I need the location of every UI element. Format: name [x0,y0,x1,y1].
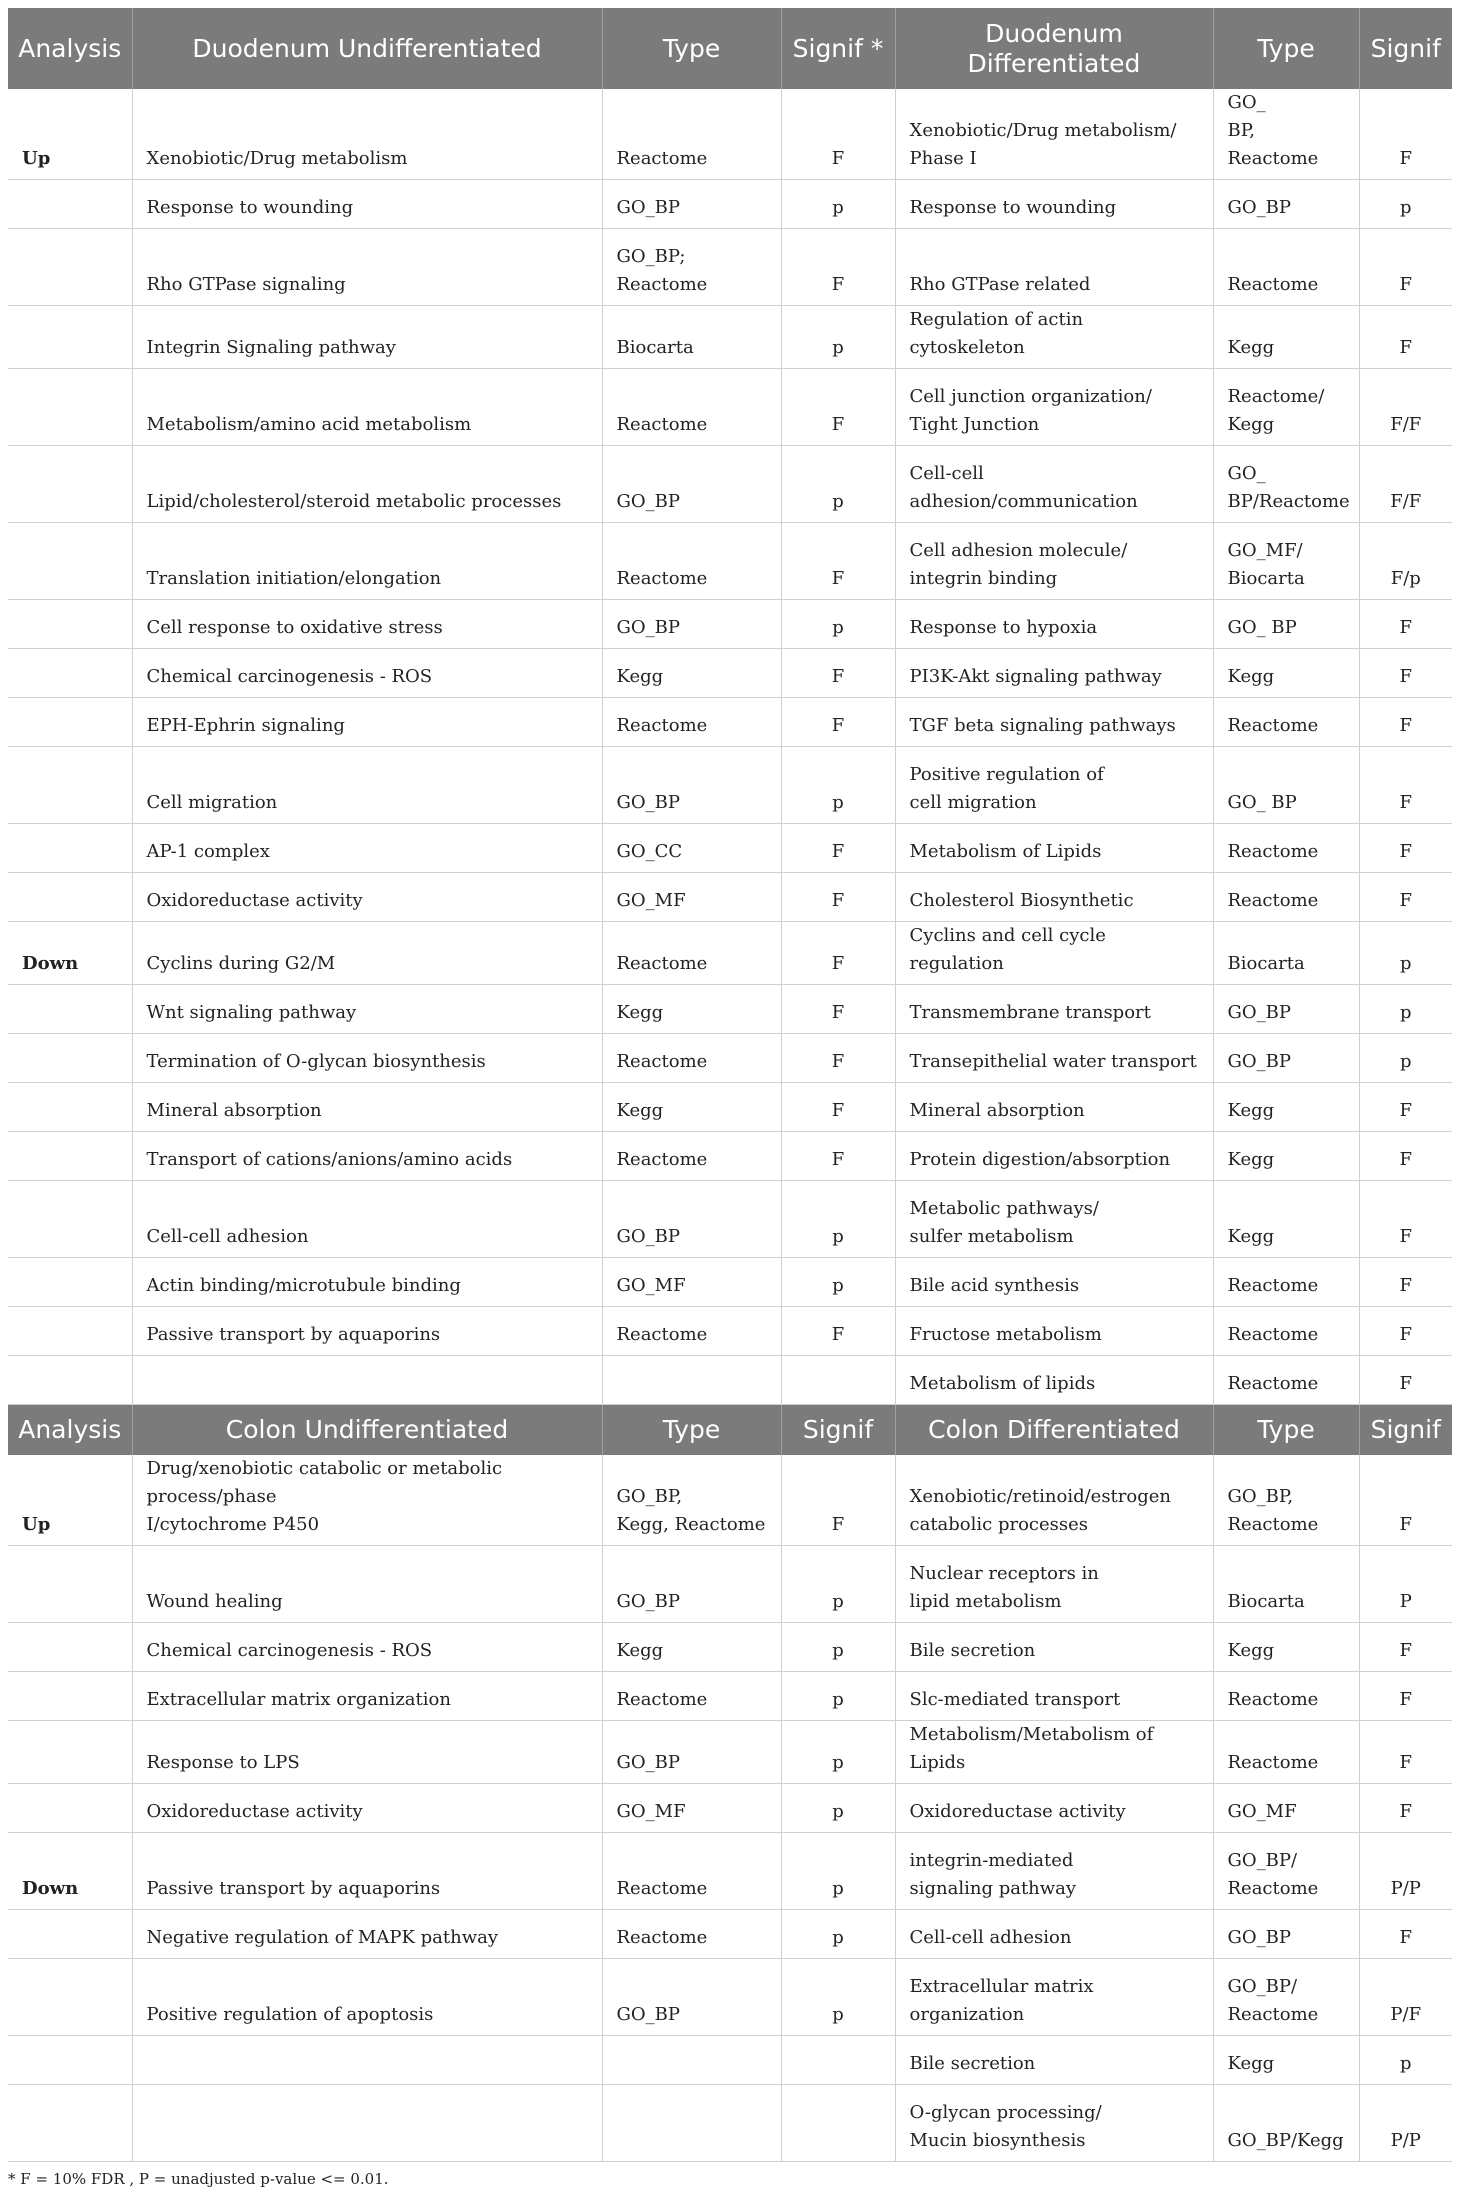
undifferentiated-type-cell: Kegg [602,1083,781,1132]
header-type-colon-2: Type [1213,1405,1359,1456]
undifferentiated-pathway-cell: Lipid/cholesterol/steroid metabolic processes [132,446,602,523]
table-row [8,2085,1452,2162]
analysis-cell [8,1546,132,1623]
pathway-table-container [8,8,1452,2188]
undifferentiated-type-cell: GO_MF [602,873,781,922]
undifferentiated-signif-cell: F [781,824,895,873]
differentiated-signif-cell: F [1359,1455,1452,1546]
table-row [8,1356,1452,1405]
analysis-cell [8,523,132,600]
undifferentiated-pathway-cell [132,2036,602,2085]
undifferentiated-type-cell: Reactome [602,1307,781,1356]
undifferentiated-type-cell: Reactome [602,89,781,180]
analysis-cell [8,1623,132,1672]
undifferentiated-signif-cell: F [781,89,895,180]
undifferentiated-signif-cell: p [781,306,895,369]
analysis-cell [8,1356,132,1405]
differentiated-pathway-cell: Extracellular matrix organization [895,1959,1213,2036]
table-row [8,1132,1452,1181]
header-type-2: Type [1213,8,1359,89]
differentiated-pathway-cell: O-glycan processing/ Mucin biosynthesis [895,2085,1213,2162]
header-analysis-colon: Analysis [8,1405,132,1456]
analysis-cell [8,1672,132,1721]
header-analysis: Analysis [8,8,132,89]
undifferentiated-pathway-cell: Translation initiation/elongation [132,523,602,600]
undifferentiated-signif-cell: F [781,649,895,698]
differentiated-pathway-cell: Slc-mediated transport [895,1672,1213,1721]
table-row [8,306,1452,369]
table-row [8,180,1452,229]
undifferentiated-signif-cell: p [781,1181,895,1258]
differentiated-pathway-cell: Protein digestion/absorption [895,1132,1213,1181]
table-row [8,1833,1452,1910]
table-row [8,1083,1452,1132]
differentiated-pathway-cell: Transmembrane transport [895,985,1213,1034]
undifferentiated-signif-cell: p [781,747,895,824]
undifferentiated-pathway-cell: Actin binding/microtubule binding [132,1258,602,1307]
undifferentiated-pathway-cell: Chemical carcinogenesis - ROS [132,1623,602,1672]
differentiated-signif-cell: F [1359,747,1452,824]
differentiated-pathway-cell: Cell-cell adhesion/communication [895,446,1213,523]
differentiated-type-cell: Reactome [1213,698,1359,747]
colon-table-body [8,1455,1452,2162]
analysis-cell [8,649,132,698]
undifferentiated-type-cell: Reactome [602,523,781,600]
undifferentiated-pathway-cell: Response to LPS [132,1721,602,1784]
differentiated-signif-cell: F/F [1359,446,1452,523]
undifferentiated-type-cell: GO_BP [602,1546,781,1623]
undifferentiated-pathway-cell: AP-1 complex [132,824,602,873]
undifferentiated-type-cell: Reactome [602,369,781,446]
undifferentiated-pathway-cell: Negative regulation of MAPK pathway [132,1910,602,1959]
differentiated-signif-cell: P [1359,1546,1452,1623]
undifferentiated-type-cell [602,2085,781,2162]
differentiated-type-cell: Kegg [1213,1132,1359,1181]
differentiated-signif-cell: F [1359,1623,1452,1672]
differentiated-type-cell: GO_BP/Kegg [1213,2085,1359,2162]
differentiated-type-cell: Biocarta [1213,922,1359,985]
differentiated-type-cell: GO_ BP, Reactome [1213,89,1359,180]
differentiated-signif-cell: P/F [1359,1959,1452,2036]
differentiated-pathway-cell: Bile secretion [895,2036,1213,2085]
table-row [8,1959,1452,2036]
undifferentiated-type-cell: GO_BP [602,180,781,229]
undifferentiated-pathway-cell [132,2085,602,2162]
undifferentiated-type-cell [602,2036,781,2085]
analysis-cell [8,2085,132,2162]
table-row [8,985,1452,1034]
table-row [8,698,1452,747]
header-duodenum-undifferentiated: Duodenum Undifferentiated [132,8,602,89]
undifferentiated-type-cell: Kegg [602,649,781,698]
analysis-cell [8,1034,132,1083]
undifferentiated-signif-cell: F [781,1307,895,1356]
analysis-cell [8,1784,132,1833]
undifferentiated-pathway-cell: Chemical carcinogenesis - ROS [132,649,602,698]
header-signif-colon-2: Signif [1359,1405,1452,1456]
undifferentiated-signif-cell: F [781,1034,895,1083]
analysis-cell: Up [8,1455,132,1546]
differentiated-signif-cell: F [1359,649,1452,698]
differentiated-type-cell: Reactome [1213,873,1359,922]
differentiated-signif-cell: F [1359,1307,1452,1356]
undifferentiated-signif-cell: F [781,1132,895,1181]
differentiated-pathway-cell: Metabolism of lipids [895,1356,1213,1405]
differentiated-signif-cell: p [1359,985,1452,1034]
undifferentiated-signif-cell: F [781,698,895,747]
differentiated-signif-cell: P/P [1359,2085,1452,2162]
undifferentiated-signif-cell: F [781,369,895,446]
undifferentiated-pathway-cell: Oxidoreductase activity [132,1784,602,1833]
differentiated-type-cell: Reactome [1213,1307,1359,1356]
table-row [8,1623,1452,1672]
differentiated-type-cell: GO_BP [1213,1034,1359,1083]
undifferentiated-pathway-cell: Passive transport by aquaporins [132,1307,602,1356]
undifferentiated-pathway-cell: Rho GTPase signaling [132,229,602,306]
differentiated-signif-cell: F [1359,873,1452,922]
differentiated-pathway-cell: Response to wounding [895,180,1213,229]
undifferentiated-type-cell: GO_BP [602,1181,781,1258]
undifferentiated-pathway-cell: Wound healing [132,1546,602,1623]
table-row [8,1546,1452,1623]
header-colon-differentiated: Colon Differentiated [895,1405,1213,1456]
undifferentiated-signif-cell: F [781,922,895,985]
differentiated-signif-cell: F [1359,1181,1452,1258]
differentiated-type-cell: Reactome/ Kegg [1213,369,1359,446]
differentiated-pathway-cell: Regulation of actin cytoskeleton [895,306,1213,369]
header-type-colon: Type [602,1405,781,1456]
undifferentiated-type-cell: Biocarta [602,306,781,369]
differentiated-pathway-cell: Xenobiotic/Drug metabolism/ Phase I [895,89,1213,180]
differentiated-type-cell: GO_ BP/Reactome [1213,446,1359,523]
differentiated-type-cell: Kegg [1213,306,1359,369]
undifferentiated-pathway-cell: Integrin Signaling pathway [132,306,602,369]
differentiated-signif-cell: F/F [1359,369,1452,446]
undifferentiated-pathway-cell: Xenobiotic/Drug metabolism [132,89,602,180]
undifferentiated-pathway-cell: Passive transport by aquaporins [132,1833,602,1910]
differentiated-pathway-cell: Cholesterol Biosynthetic [895,873,1213,922]
analysis-cell [8,600,132,649]
differentiated-type-cell: GO_BP [1213,180,1359,229]
differentiated-pathway-cell: Bile acid synthesis [895,1258,1213,1307]
undifferentiated-signif-cell: p [781,600,895,649]
undifferentiated-type-cell: Reactome [602,1672,781,1721]
differentiated-pathway-cell: Metabolism/Metabolism of Lipids [895,1721,1213,1784]
differentiated-type-cell: Kegg [1213,1623,1359,1672]
differentiated-pathway-cell: Mineral absorption [895,1083,1213,1132]
undifferentiated-pathway-cell: Transport of cations/anions/amino acids [132,1132,602,1181]
analysis-cell [8,1307,132,1356]
undifferentiated-signif-cell: F [781,873,895,922]
undifferentiated-pathway-cell: Metabolism/amino acid metabolism [132,369,602,446]
analysis-cell [8,985,132,1034]
differentiated-type-cell: GO_ BP [1213,747,1359,824]
undifferentiated-pathway-cell: Positive regulation of apoptosis [132,1959,602,2036]
table-row [8,1307,1452,1356]
differentiated-signif-cell: p [1359,1034,1452,1083]
differentiated-signif-cell: p [1359,180,1452,229]
undifferentiated-signif-cell: F [781,229,895,306]
analysis-cell: Down [8,1833,132,1910]
undifferentiated-signif-cell [781,1356,895,1405]
undifferentiated-type-cell: GO_MF [602,1258,781,1307]
table-row [8,2036,1452,2085]
differentiated-signif-cell: P/P [1359,1833,1452,1910]
differentiated-pathway-cell: Oxidoreductase activity [895,1784,1213,1833]
header-signif: Signif * [781,8,895,89]
undifferentiated-pathway-cell: Cell migration [132,747,602,824]
undifferentiated-type-cell: GO_BP [602,446,781,523]
differentiated-pathway-cell: Nuclear receptors in lipid metabolism [895,1546,1213,1623]
analysis-cell [8,2036,132,2085]
analysis-cell [8,446,132,523]
header-colon-undifferentiated: Colon Undifferentiated [132,1405,602,1456]
analysis-cell [8,1132,132,1181]
differentiated-type-cell: Kegg [1213,649,1359,698]
undifferentiated-pathway-cell: Cyclins during G2/M [132,922,602,985]
undifferentiated-type-cell: Reactome [602,698,781,747]
undifferentiated-type-cell: Reactome [602,1132,781,1181]
undifferentiated-pathway-cell: Extracellular matrix organization [132,1672,602,1721]
differentiated-type-cell: GO_MF [1213,1784,1359,1833]
differentiated-pathway-cell: Metabolic pathways/ sulfer metabolism [895,1181,1213,1258]
undifferentiated-signif-cell: F [781,1083,895,1132]
undifferentiated-type-cell: GO_BP [602,600,781,649]
table-row [8,747,1452,824]
undifferentiated-type-cell: GO_BP, Kegg, Reactome [602,1455,781,1546]
differentiated-type-cell: Kegg [1213,2036,1359,2085]
differentiated-pathway-cell: Rho GTPase related [895,229,1213,306]
undifferentiated-signif-cell [781,2036,895,2085]
differentiated-type-cell: GO_BP/ Reactome [1213,1833,1359,1910]
undifferentiated-type-cell: Reactome [602,1034,781,1083]
differentiated-type-cell: Kegg [1213,1083,1359,1132]
undifferentiated-pathway-cell [132,1356,602,1405]
differentiated-signif-cell: F [1359,1784,1452,1833]
differentiated-type-cell: Biocarta [1213,1546,1359,1623]
header-row-duodenum [8,8,1452,89]
undifferentiated-signif-cell: p [781,446,895,523]
table-row [8,600,1452,649]
header-duodenum-differentiated: Duodenum Differentiated [895,8,1213,89]
differentiated-pathway-cell: Cyclins and cell cycle regulation [895,922,1213,985]
header-signif-2: Signif [1359,8,1452,89]
analysis-cell [8,747,132,824]
header-signif-colon: Signif [781,1405,895,1456]
differentiated-pathway-cell: Fructose metabolism [895,1307,1213,1356]
header-row-colon [8,1405,1452,1456]
analysis-cell [8,698,132,747]
differentiated-pathway-cell: Positive regulation of cell migration [895,747,1213,824]
table-row [8,1258,1452,1307]
differentiated-pathway-cell: integrin-mediated signaling pathway [895,1833,1213,1910]
table-row [8,649,1452,698]
differentiated-signif-cell: p [1359,922,1452,985]
differentiated-pathway-cell: Cell junction organization/ Tight Junction [895,369,1213,446]
differentiated-type-cell: Reactome [1213,1356,1359,1405]
differentiated-type-cell: GO_BP [1213,1910,1359,1959]
undifferentiated-signif-cell: p [781,1672,895,1721]
undifferentiated-type-cell: Reactome [602,922,781,985]
differentiated-type-cell: Reactome [1213,1258,1359,1307]
differentiated-pathway-cell: PI3K-Akt signaling pathway [895,649,1213,698]
undifferentiated-pathway-cell: Mineral absorption [132,1083,602,1132]
duodenum-table-body [8,89,1452,1405]
differentiated-pathway-cell: Transepithelial water transport [895,1034,1213,1083]
undifferentiated-type-cell: GO_BP [602,747,781,824]
differentiated-signif-cell: F [1359,600,1452,649]
analysis-cell: Down [8,922,132,985]
analysis-cell [8,1083,132,1132]
analysis-cell: Up [8,89,132,180]
table-footnote: * F = 10% FDR , P = unadjusted p-value <= 0.01. [8,2170,389,2188]
undifferentiated-type-cell [602,1356,781,1405]
differentiated-signif-cell: F/p [1359,523,1452,600]
table-row [8,824,1452,873]
differentiated-type-cell: GO_BP, Reactome [1213,1455,1359,1546]
table-row [8,89,1452,180]
undifferentiated-pathway-cell: Response to wounding [132,180,602,229]
differentiated-signif-cell: F [1359,89,1452,180]
analysis-cell [8,1258,132,1307]
undifferentiated-signif-cell: p [781,1258,895,1307]
table-row [8,1034,1452,1083]
differentiated-type-cell: GO_MF/ Biocarta [1213,523,1359,600]
table-row [8,922,1452,985]
differentiated-signif-cell: F [1359,1910,1452,1959]
undifferentiated-pathway-cell: Wnt signaling pathway [132,985,602,1034]
undifferentiated-signif-cell: p [781,1959,895,2036]
analysis-cell [8,1910,132,1959]
table-row [8,1721,1452,1784]
undifferentiated-signif-cell: p [781,1833,895,1910]
undifferentiated-signif-cell [781,2085,895,2162]
undifferentiated-type-cell: GO_CC [602,824,781,873]
undifferentiated-pathway-cell: Oxidoreductase activity [132,873,602,922]
differentiated-signif-cell: F [1359,1132,1452,1181]
differentiated-type-cell: Kegg [1213,1181,1359,1258]
undifferentiated-type-cell: Reactome [602,1833,781,1910]
differentiated-pathway-cell: Cell adhesion molecule/ integrin binding [895,523,1213,600]
undifferentiated-type-cell: GO_BP [602,1959,781,2036]
differentiated-type-cell: Reactome [1213,1672,1359,1721]
table-row [8,1672,1452,1721]
undifferentiated-signif-cell: F [781,523,895,600]
differentiated-type-cell: GO_BP/ Reactome [1213,1959,1359,2036]
differentiated-signif-cell: p [1359,2036,1452,2085]
pathway-table [8,8,1452,2162]
differentiated-signif-cell: F [1359,1721,1452,1784]
differentiated-pathway-cell: Cell-cell adhesion [895,1910,1213,1959]
undifferentiated-signif-cell: p [781,180,895,229]
differentiated-pathway-cell: Response to hypoxia [895,600,1213,649]
table-row [8,1181,1452,1258]
analysis-cell [8,369,132,446]
header-type: Type [602,8,781,89]
differentiated-signif-cell: F [1359,1672,1452,1721]
analysis-cell [8,824,132,873]
analysis-cell [8,873,132,922]
differentiated-type-cell: GO_BP [1213,985,1359,1034]
undifferentiated-pathway-cell: Cell response to oxidative stress [132,600,602,649]
table-row [8,229,1452,306]
differentiated-pathway-cell: Xenobiotic/retinoid/estrogen catabolic processes [895,1455,1213,1546]
analysis-cell [8,229,132,306]
undifferentiated-signif-cell: p [781,1784,895,1833]
differentiated-type-cell: Reactome [1213,824,1359,873]
table-row [8,523,1452,600]
undifferentiated-signif-cell: p [781,1623,895,1672]
analysis-cell [8,180,132,229]
undifferentiated-type-cell: GO_MF [602,1784,781,1833]
undifferentiated-signif-cell: p [781,1910,895,1959]
table-row [8,1910,1452,1959]
differentiated-signif-cell: F [1359,229,1452,306]
colon-header-section [8,1405,1452,1456]
differentiated-type-cell: Reactome [1213,1721,1359,1784]
analysis-cell [8,1181,132,1258]
table-row [8,873,1452,922]
analysis-cell [8,306,132,369]
differentiated-pathway-cell: Bile secretion [895,1623,1213,1672]
analysis-cell [8,1721,132,1784]
undifferentiated-type-cell: Reactome [602,1910,781,1959]
table-row [8,369,1452,446]
undifferentiated-pathway-cell: Cell-cell adhesion [132,1181,602,1258]
undifferentiated-pathway-cell: Termination of O-glycan biosynthesis [132,1034,602,1083]
table-row [8,1784,1452,1833]
differentiated-signif-cell: F [1359,698,1452,747]
differentiated-signif-cell: F [1359,306,1452,369]
differentiated-pathway-cell: TGF beta signaling pathways [895,698,1213,747]
table-row [8,446,1452,523]
differentiated-signif-cell: F [1359,1356,1452,1405]
analysis-cell [8,1959,132,2036]
table-row [8,1455,1452,1546]
differentiated-signif-cell: F [1359,1083,1452,1132]
undifferentiated-pathway-cell: Drug/xenobiotic catabolic or metabolic process/phase I/cytochrome P450 [132,1455,602,1546]
undifferentiated-signif-cell: p [781,1721,895,1784]
undifferentiated-pathway-cell: EPH-Ephrin signaling [132,698,602,747]
differentiated-pathway-cell: Metabolism of Lipids [895,824,1213,873]
undifferentiated-signif-cell: F [781,985,895,1034]
undifferentiated-type-cell: Kegg [602,985,781,1034]
undifferentiated-type-cell: GO_BP; Reactome [602,229,781,306]
undifferentiated-signif-cell: p [781,1546,895,1623]
undifferentiated-signif-cell: F [781,1455,895,1546]
undifferentiated-type-cell: Kegg [602,1623,781,1672]
differentiated-type-cell: Reactome [1213,229,1359,306]
differentiated-signif-cell: F [1359,824,1452,873]
differentiated-signif-cell: F [1359,1258,1452,1307]
differentiated-type-cell: GO_ BP [1213,600,1359,649]
undifferentiated-type-cell: GO_BP [602,1721,781,1784]
